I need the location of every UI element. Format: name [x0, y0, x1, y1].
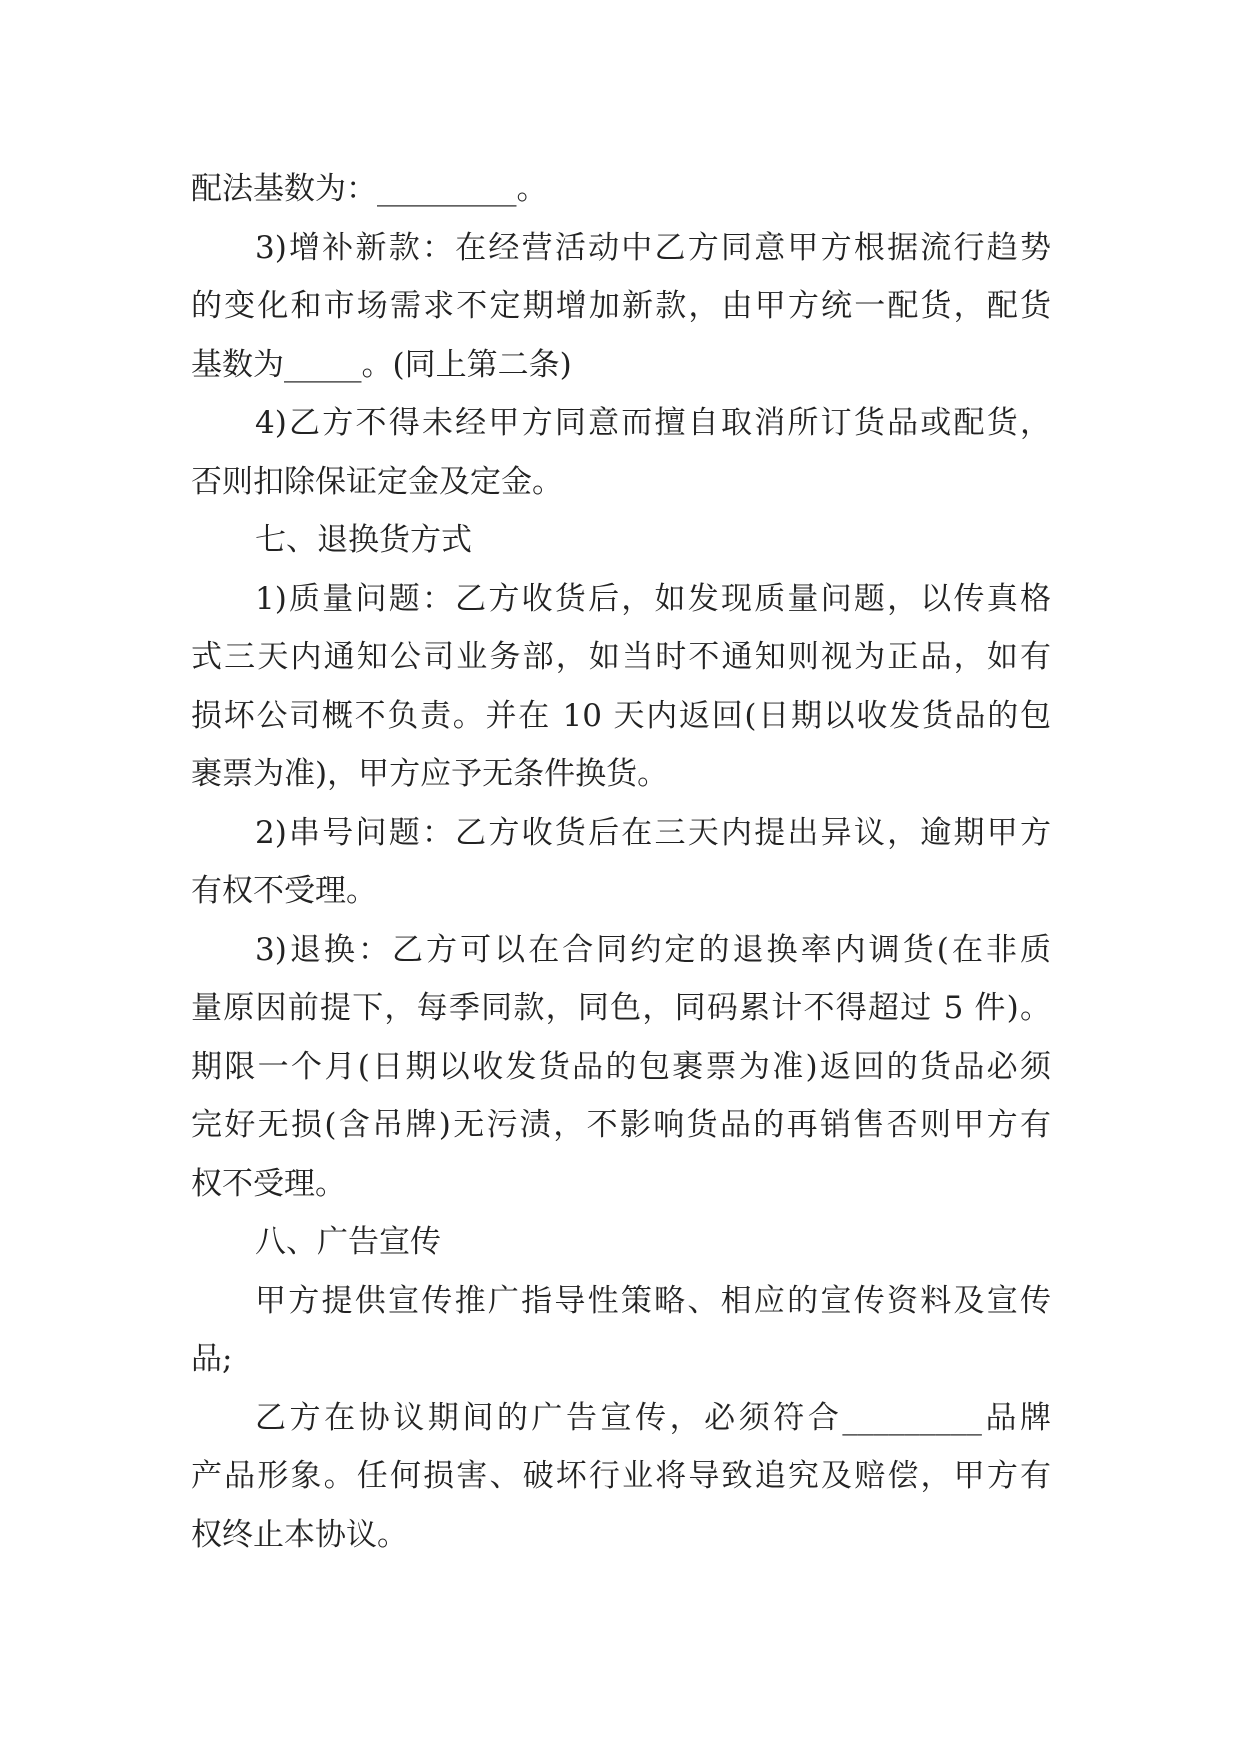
text-line: 否则扣除保证定金及定金。	[191, 463, 563, 500]
text-line: 基数为_____。(同上第二条)	[191, 346, 572, 383]
section-heading: 七、退换货方式	[255, 522, 472, 558]
text-line: 期限一个月(日期以收发货品的包裹票为准)返回的货品必须	[191, 1048, 1051, 1085]
text-line: 损坏公司概不负责。并在 10 天内返回(日期以收发货品的包	[191, 697, 1051, 734]
text-line: 的变化和市场需求不定期增加新款，由甲方统一配货，配货	[191, 288, 1051, 324]
text-line: 式三天内通知公司业务部，如当时不通知则视为正品，如有	[191, 639, 1051, 675]
text-line: 甲方提供宣传推广指导性策略、相应的宣传资料及宣传	[255, 1282, 1051, 1319]
text-line: 3)退换：乙方可以在合同约定的退换率内调货(在非质	[255, 931, 1051, 968]
text-line: 1)质量问题：乙方收货后，如发现质量问题，以传真格	[255, 580, 1051, 617]
text-line: 2)串号问题：乙方收货后在三天内提出异议，逾期甲方	[255, 814, 1051, 851]
text-line: 品;	[191, 1341, 233, 1377]
text-line: 权终止本协议。	[191, 1516, 408, 1553]
text-line: 权不受理。	[191, 1165, 346, 1202]
document-body	[191, 160, 1051, 1564]
text-line: 量原因前提下，每季同款，同色，同码累计不得超过 5 件)。	[191, 990, 1051, 1026]
section-heading: 八、广告宣传	[255, 1224, 441, 1260]
text-line: 裹票为准)，甲方应予无条件换货。	[191, 756, 669, 792]
text-line: 完好无损(含吊牌)无污渍，不影响货品的再销售否则甲方有	[191, 1107, 1051, 1143]
text-line: 有权不受理。	[191, 873, 377, 909]
text-line: 4)乙方不得未经甲方同意而擅自取消所订货品或配货，	[255, 405, 1051, 441]
text-line: 产品形象。任何损害、破坏行业将导致追究及赔偿，甲方有	[191, 1458, 1051, 1494]
text-line: 乙方在协议期间的广告宣传，必须符合_________品牌	[255, 1399, 1051, 1436]
text-line: 3)增补新款：在经营活动中乙方同意甲方根据流行趋势	[255, 229, 1051, 266]
text-line: 配法基数为：_________。	[191, 171, 548, 207]
